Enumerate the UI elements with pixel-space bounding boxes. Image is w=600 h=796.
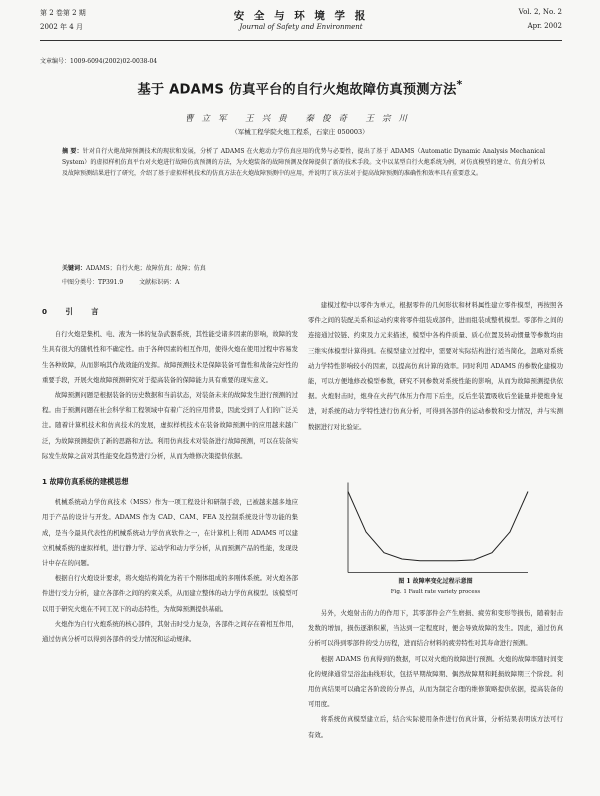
volume-en: Vol. 2, No. 2 (518, 8, 562, 16)
paragraph: 机械系统动力学仿真技术（MSS）作为一项工程设计和研制手段，已被越来越多地应用于产品的设计与开发。ADAMS 作为 CAD、CAM、FEA 及控制系统设计等功能的集成，是当今最具代表性的机械系统动力学仿真软件之一，在计算机上利用 ADAMS 可以建立机械系统的虚拟样机，进行静力学、运动学和动力学分析，从而预测产品的性能，发现设计中存在的问题。 (42, 498, 298, 568)
paper-title (30, 78, 570, 97)
paragraph: 另外，火炮射击的力的作用下，其零部件会产生磨损、疲劳和变形等损伤，随着射击发数的增加，损伤逐渐积累，当达到一定程度时，便会导致故障的发生。因此，通过仿真分析可以得到零部件的受力历程，进而结合材料的疲劳特性对其寿命进行预测。 (308, 609, 563, 648)
paper-title-text: 基于 ADAMS 仿真平台的自行火炮故障仿真预测方法 (137, 82, 457, 98)
right-column-bottom (308, 606, 563, 792)
doc-code: 文献标识码：A (139, 279, 180, 286)
figure-caption-en: Fig. 1 Fault rate variety process (390, 589, 481, 595)
date-en: Apr. 2002 (527, 22, 562, 30)
page-header (40, 6, 562, 41)
left-column (42, 298, 298, 647)
paragraph: 将系统仿真模型建立后，结合实际使用条件进行仿真计算，分析结果表明该方法可行有效。 (308, 715, 563, 739)
paragraph: 故障预测问题是根据装备的历史数据和当前状态，对装备未来的故障发生进行预测的过程。由于预测问题在社会科学和工程领域中有着广泛的应用背景，因此受到了人们的广泛关注。随着计算机技术和仿真技术的发展，虚拟样机技术在装备故障预测中的应用越来越广泛，为故障预测提供了新的思路和方法。利用仿真技术对装备进行故障预测，可以在装备实际发生故障之前对其性能变化趋势进行分析，从而为维修决策提供依据。 (42, 391, 298, 460)
paragraph: 建模过程中以零件为单元，根据零件的几何形状和材料属性建立零件模型，再按照各零件之间的装配关系和运动约束将零件组装成部件，进而组装成整机模型。零部件之间的连接通过铰链、约束及力元来描述，模型中各构件质量、质心位置及转动惯量等参数均由三维实体模型计算得到。在模型建立过程中，需要对实际结构进行适当简化，忽略对系统动力学特性影响较小的因素，以提高仿真计算的效率。同时利用 ADAMS 的参数化建模功能，可以方便地修改模型参数，研究不同参数对系统性能的影响，从而为故障预测提供依据。火炮射击时，炮身在火药气体压力作用下后坐，反后坐装置吸收后坐能量并使炮身复进，对系统的动力学特性进行仿真分析，可得到各部件的运动参数和受力情况，并与实测数据进行对比验证。 (308, 301, 563, 431)
keywords-text: ADAMS；自行火炮；故障仿真；故障；仿真 (86, 265, 206, 272)
paragraph: 根据 ADAMS 仿真得到的数据，可以对火炮的故障进行预测。火炮的故障率随时间变化的规律通常呈浴盆曲线形状，包括早期故障期、偶然故障期和耗损故障期三个阶段。利用仿真结果可以确定各阶段的分界点，从而为制定合理的维修策略提供依据，提高装备的可用度。 (308, 654, 563, 709)
journal-title-cn: 安 全 与 环 境 学 报 (233, 10, 369, 22)
classification (62, 277, 545, 286)
volume-cn: 第 2 卷第 2 期 (40, 9, 86, 17)
abstract-label: 摘 要： (62, 148, 83, 155)
bathtub-curve (348, 492, 528, 561)
keywords-label: 关键词： (62, 265, 87, 272)
paragraph: 火炮作为自行火炮系统的核心部件，其射击时受力复杂，各部件之间存在着相互作用，通过仿真分析可以得到各部件的受力情况和运动规律。 (42, 619, 298, 644)
keywords (62, 263, 545, 272)
clc-number: 中图分类号：TP391.9 (62, 279, 124, 286)
right-column-top (308, 298, 563, 464)
paragraph: 根据自行火炮设计要求，将火炮结构简化为若干个刚体组成的多刚体系统。对火炮各部件进行受力分析，建立各部件之间的约束关系，从而建立整体的动力学仿真模型。该模型可以用于研究火炮在不同工况下的动态特性，为故障预测提供基础。 (42, 574, 298, 613)
article-number: 文章编号：1009-6094(2002)02-0038-04 (40, 58, 158, 65)
affiliation: （军械工程学院火炮工程系，石家庄 050003） (231, 128, 369, 136)
fault-rate-figure (308, 470, 563, 590)
abstract (62, 146, 545, 180)
journal-title-en: Journal of Safety and Environment (239, 23, 363, 31)
paragraph: 自行火炮是集机、电、液为一体的复杂武器系统，其性能受诸多因素的影响，故障的发生具有很大的随机性和不确定性。由于各种因素的相互作用，使得火炮在使用过程中容易发生各种故障，从而影响其作战效能的发挥。故障预测技术是保障装备可靠性和战备完好性的重要手段，开展火炮故障预测研究对于提高装备的保障能力具有重要的现实意义。 (42, 330, 298, 384)
figure-caption-cn: 图 1 故障率变化过程示意图 (398, 578, 473, 585)
date-cn: 2002 年 4 月 (40, 23, 83, 31)
section-heading-0: 0 引 言 (42, 307, 107, 316)
abstract-text: 针对自行火炮故障预测技术的现状和发展，分析了 ADAMS 在火炮动力学仿真应用的优势与必要性，提出了基于 ADAMS（Automatic Dynamic Analysis Mechanical System）的虚拟样机仿真平台对火炮进行故障仿真预测的方法，为火炮装备的故障预测及保障提供了新的技术手段。文中以某型自行火炮系统为例，对仿真模型的建立、仿真分析以及故障预测结果进行了研究，介绍了基于虚拟样机技术的仿真方法在火炮故障预测中的应用，并说明了该方法对于提高故障预测的准确性和效率具有重要意义。 (62, 148, 545, 178)
title-footnote-mark: * (456, 78, 463, 91)
authors: 曹立军 王兴贵 秦俊奇 王宗川 (184, 114, 416, 124)
section-heading-1: 1 故障仿真系统的建模思想 (42, 477, 129, 487)
